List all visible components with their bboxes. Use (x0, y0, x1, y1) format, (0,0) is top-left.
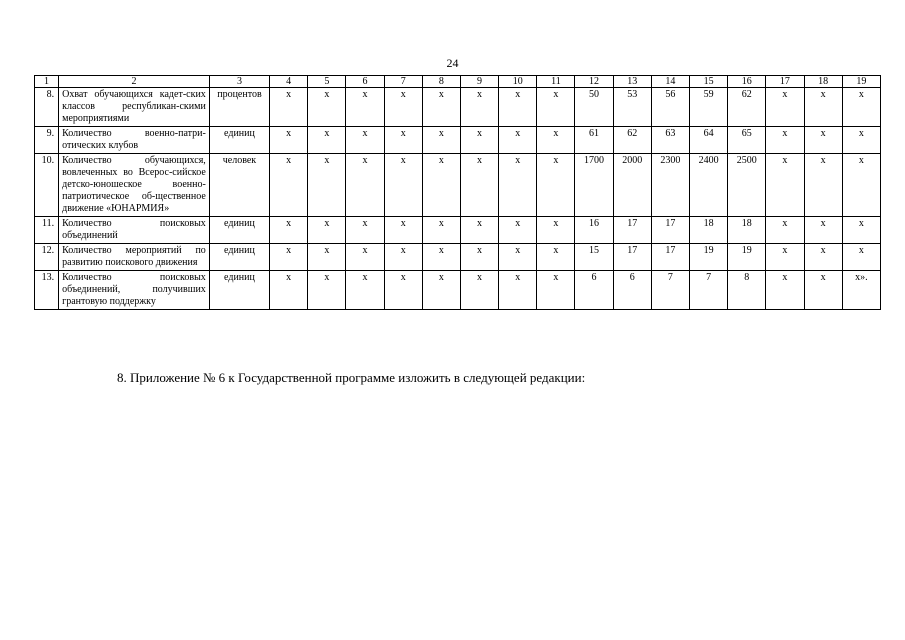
value-cell: 62 (613, 127, 651, 154)
row-number: 12. (35, 244, 59, 271)
value-cell: 50 (575, 88, 613, 127)
value-cell: x (537, 271, 575, 310)
value-cell: x (308, 271, 346, 310)
indicator-name: Количество военно-патри-отических клубов (59, 127, 210, 154)
value-cell: x (270, 88, 308, 127)
value-cell: 1700 (575, 154, 613, 217)
table-row (35, 154, 881, 217)
column-header: 2 (59, 76, 210, 88)
value-cell: x (422, 271, 460, 310)
value-cell: 53 (613, 88, 651, 127)
value-cell: x (499, 127, 537, 154)
indicator-name: Количество поисковых объединений, получивших грантовую поддержку (59, 271, 210, 310)
value-cell: x (422, 154, 460, 217)
column-header: 8 (422, 76, 460, 88)
column-header: 12 (575, 76, 613, 88)
section-caption: 8. Приложение № 6 к Государственной программе изложить в следующей редакции: (117, 370, 586, 385)
value-cell: x (384, 217, 422, 244)
value-cell: x (766, 154, 804, 217)
column-header: 7 (384, 76, 422, 88)
value-cell: x (460, 271, 498, 310)
indicator-name: Охват обучающихся кадет-ских классов республикан-скими мероприятиями (59, 88, 210, 127)
value-cell: x (270, 154, 308, 217)
unit-cell: человек (209, 154, 269, 217)
indicators-table (34, 75, 881, 310)
value-cell: x (270, 217, 308, 244)
value-cell: 61 (575, 127, 613, 154)
value-cell: x (804, 244, 842, 271)
value-cell: x (766, 88, 804, 127)
value-cell: x (499, 88, 537, 127)
value-cell: x (346, 127, 384, 154)
value-cell: 59 (689, 88, 727, 127)
value-cell: x (384, 244, 422, 271)
value-cell: x (422, 88, 460, 127)
column-header: 10 (499, 76, 537, 88)
value-cell: x (308, 88, 346, 127)
column-header: 17 (766, 76, 804, 88)
value-cell: 2000 (613, 154, 651, 217)
value-cell: x (766, 217, 804, 244)
value-cell: x (842, 154, 880, 217)
table-row (35, 244, 881, 271)
value-cell: 7 (689, 271, 727, 310)
unit-cell: единиц (209, 217, 269, 244)
table-row (35, 88, 881, 127)
column-header: 13 (613, 76, 651, 88)
value-cell: 65 (728, 127, 766, 154)
column-header: 11 (537, 76, 575, 88)
value-cell: x (346, 88, 384, 127)
value-cell: x». (842, 271, 880, 310)
value-cell: x (460, 154, 498, 217)
value-cell: 2400 (689, 154, 727, 217)
value-cell: x (537, 154, 575, 217)
column-header: 14 (651, 76, 689, 88)
value-cell: 8 (728, 271, 766, 310)
value-cell: x (460, 217, 498, 244)
table-row (35, 127, 881, 154)
value-cell: 56 (651, 88, 689, 127)
value-cell: x (308, 217, 346, 244)
value-cell: x (499, 244, 537, 271)
value-cell: x (499, 217, 537, 244)
indicator-name: Количество поисковых объединений (59, 217, 210, 244)
value-cell: 17 (613, 217, 651, 244)
value-cell: x (460, 88, 498, 127)
value-cell: x (499, 154, 537, 217)
value-cell: 19 (689, 244, 727, 271)
value-cell: 6 (613, 271, 651, 310)
value-cell: 2300 (651, 154, 689, 217)
value-cell: 18 (728, 217, 766, 244)
row-number: 8. (35, 88, 59, 127)
value-cell: x (384, 154, 422, 217)
value-cell: x (460, 127, 498, 154)
value-cell: x (270, 244, 308, 271)
value-cell: x (766, 244, 804, 271)
row-number: 11. (35, 217, 59, 244)
value-cell: x (270, 127, 308, 154)
table-row (35, 217, 881, 244)
value-cell: 62 (728, 88, 766, 127)
value-cell: 63 (651, 127, 689, 154)
value-cell: x (842, 244, 880, 271)
table-header-row (35, 76, 881, 88)
column-header: 3 (209, 76, 269, 88)
value-cell: x (346, 217, 384, 244)
column-header: 9 (460, 76, 498, 88)
value-cell: x (384, 88, 422, 127)
value-cell: 6 (575, 271, 613, 310)
unit-cell: единиц (209, 127, 269, 154)
page-number: 24 (446, 56, 459, 70)
value-cell: x (384, 127, 422, 154)
value-cell: x (804, 271, 842, 310)
value-cell: 17 (613, 244, 651, 271)
value-cell: 2500 (728, 154, 766, 217)
column-header: 18 (804, 76, 842, 88)
value-cell: x (537, 127, 575, 154)
value-cell: x (308, 127, 346, 154)
value-cell: x (537, 217, 575, 244)
column-header: 16 (728, 76, 766, 88)
value-cell: x (346, 271, 384, 310)
value-cell: x (422, 127, 460, 154)
column-header: 1 (35, 76, 59, 88)
value-cell: 7 (651, 271, 689, 310)
value-cell: x (346, 244, 384, 271)
row-number: 13. (35, 271, 59, 310)
column-header: 6 (346, 76, 384, 88)
value-cell: x (537, 244, 575, 271)
value-cell: x (766, 127, 804, 154)
value-cell: 19 (728, 244, 766, 271)
value-cell: 64 (689, 127, 727, 154)
column-header: 4 (270, 76, 308, 88)
value-cell: x (499, 271, 537, 310)
value-cell: x (384, 271, 422, 310)
value-cell: x (842, 127, 880, 154)
column-header: 15 (689, 76, 727, 88)
value-cell: x (842, 217, 880, 244)
column-header: 5 (308, 76, 346, 88)
value-cell: x (804, 154, 842, 217)
value-cell: 17 (651, 217, 689, 244)
value-cell: 17 (651, 244, 689, 271)
unit-cell: процентов (209, 88, 269, 127)
value-cell: x (766, 271, 804, 310)
value-cell: x (842, 88, 880, 127)
value-cell: x (270, 271, 308, 310)
value-cell: x (308, 154, 346, 217)
value-cell: x (422, 244, 460, 271)
indicator-name: Количество обучающихся, вовлеченных во Всерос-сийское детско-юношеское военно-патриотическое об-щественное движение «ЮНАРМИЯ» (59, 154, 210, 217)
unit-cell: единиц (209, 271, 269, 310)
row-number: 9. (35, 127, 59, 154)
table-row (35, 271, 881, 310)
value-cell: x (422, 217, 460, 244)
value-cell: x (804, 88, 842, 127)
value-cell: x (460, 244, 498, 271)
value-cell: x (537, 88, 575, 127)
value-cell: x (804, 217, 842, 244)
unit-cell: единиц (209, 244, 269, 271)
value-cell: 16 (575, 217, 613, 244)
indicator-name: Количество мероприятий по развитию поискового движения (59, 244, 210, 271)
column-header: 19 (842, 76, 880, 88)
value-cell: x (346, 154, 384, 217)
value-cell: 15 (575, 244, 613, 271)
row-number: 10. (35, 154, 59, 217)
value-cell: x (308, 244, 346, 271)
value-cell: 18 (689, 217, 727, 244)
value-cell: x (804, 127, 842, 154)
